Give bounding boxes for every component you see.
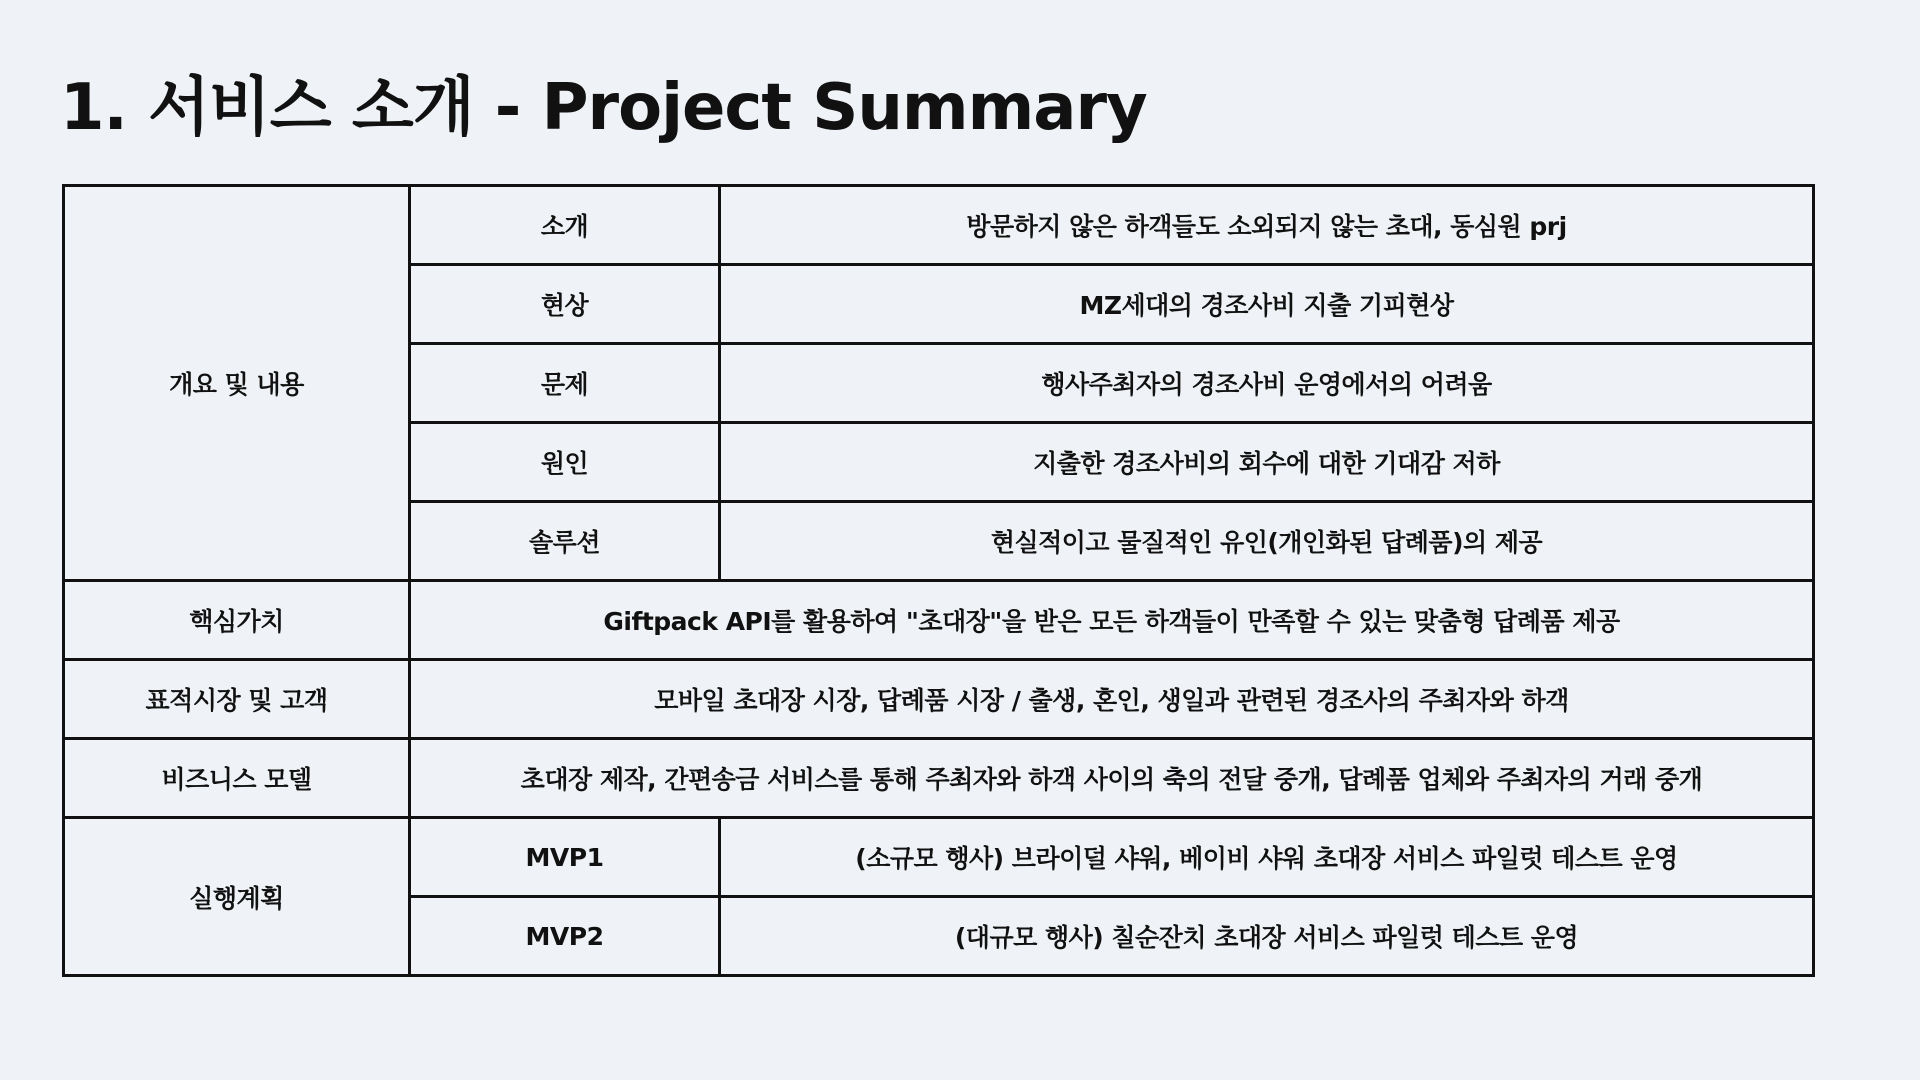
row-label-mvp2: MVP2 <box>410 897 720 976</box>
section-label-target: 표적시장 및 고객 <box>64 660 410 739</box>
row-label-solution: 솔루션 <box>410 502 720 581</box>
page-title: 1. 서비스 소개 - Project Summary <box>60 71 1147 145</box>
section-label-business-model: 비즈니스 모델 <box>64 739 410 818</box>
table-row <box>64 739 1814 818</box>
row-label-problem: 문제 <box>410 344 720 423</box>
table-row <box>64 581 1814 660</box>
row-label-cause: 원인 <box>410 423 720 502</box>
row-value-intro: 방문하지 않은 하객들도 소외되지 않는 초대, 동심원 prj <box>720 186 1814 265</box>
row-value-problem: 행사주최자의 경조사비 운영에서의 어려움 <box>720 344 1814 423</box>
table-row <box>64 186 1814 265</box>
target-text: 모바일 초대장 시장, 답례품 시장 / 출생, 혼인, 생일과 관련된 경조사의 주최자와 하객 <box>410 660 1814 739</box>
section-label-core-value: 핵심가치 <box>64 581 410 660</box>
table-row <box>64 660 1814 739</box>
row-value-phenomenon: MZ세대의 경조사비 지출 기피현상 <box>720 265 1814 344</box>
table-row <box>64 818 1814 897</box>
row-label-phenomenon: 현상 <box>410 265 720 344</box>
row-value-cause: 지출한 경조사비의 회수에 대한 기대감 저하 <box>720 423 1814 502</box>
core-value-text: Giftpack API를 활용하여 "초대장"을 받은 모든 하객들이 만족할 수 있는 맞춤형 답례품 제공 <box>410 581 1814 660</box>
section-label-plan: 실행계획 <box>64 818 410 976</box>
project-summary-table <box>62 184 1815 977</box>
row-label-intro: 소개 <box>410 186 720 265</box>
section-label-overview: 개요 및 내용 <box>64 186 410 581</box>
row-label-mvp1: MVP1 <box>410 818 720 897</box>
row-value-mvp1: (소규모 행사) 브라이덜 샤워, 베이비 샤워 초대장 서비스 파일럿 테스트 운영 <box>720 818 1814 897</box>
business-model-text: 초대장 제작, 간편송금 서비스를 통해 주최자와 하객 사이의 축의 전달 중개, 답례품 업체와 주최자의 거래 중개 <box>410 739 1814 818</box>
row-value-solution: 현실적이고 물질적인 유인(개인화된 답례품)의 제공 <box>720 502 1814 581</box>
row-value-mvp2: (대규모 행사) 칠순잔치 초대장 서비스 파일럿 테스트 운영 <box>720 897 1814 976</box>
